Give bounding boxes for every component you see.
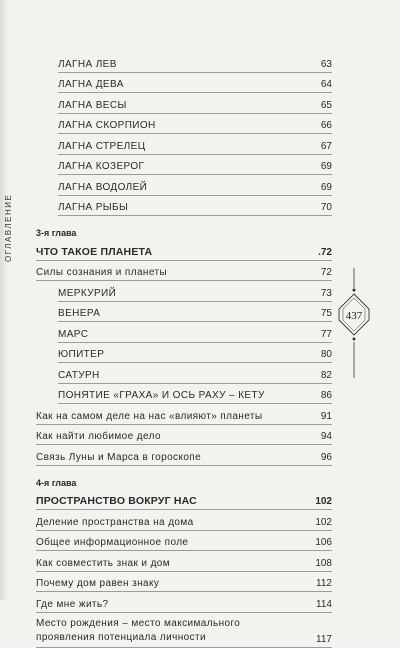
toc-entry[interactable] — [58, 73, 332, 94]
toc-entry[interactable] — [36, 510, 332, 531]
toc-entry[interactable] — [36, 531, 332, 552]
toc-entry[interactable] — [58, 93, 332, 114]
toc-entry[interactable] — [58, 175, 332, 196]
toc-entry-label: Связь Луны и Марса в гороскопе — [36, 451, 202, 463]
toc-entry[interactable] — [58, 343, 332, 364]
page-number: 437 — [345, 310, 363, 322]
toc-entry-label: ЛАГНА ВОДОЛЕЙ — [58, 181, 148, 193]
table-of-contents — [36, 52, 332, 648]
toc-entry-page: 80 — [320, 349, 332, 360]
toc-entry-label: Как совместить знак и дом — [36, 557, 171, 569]
toc-entry-label: САТУРН — [58, 369, 100, 381]
toc-entry-page: 117 — [316, 633, 332, 645]
toc-entry-page: 106 — [315, 537, 332, 548]
toc-entry-label: Почему дом равен знаку — [36, 578, 160, 589]
toc-entry-label: Деление пространства на дома — [36, 516, 194, 528]
toc-entry-label: ПРОСТРАНСТВО ВОКРУГ НАС — [36, 495, 197, 507]
toc-entry[interactable] — [36, 613, 332, 648]
toc-entry[interactable] — [58, 281, 332, 302]
toc-entry-label: Где мне жить? — [36, 598, 109, 610]
toc-entry-label: ЛАГНА СКОРПИОН — [58, 120, 156, 131]
chapter-heading: 3-я глава — [36, 228, 77, 238]
toc-entry-page: 69 — [320, 161, 332, 172]
toc-entry-page: 65 — [320, 99, 332, 111]
toc-entry-page: 96 — [320, 451, 332, 463]
toc-entry-label: Как найти любимое дело — [36, 431, 161, 442]
toc-entry[interactable] — [36, 240, 332, 261]
toc-entry[interactable] — [58, 302, 332, 323]
page-gutter-shadow — [0, 0, 8, 600]
toc-entry[interactable] — [58, 384, 332, 405]
toc-entry-label: МЕРКУРИЙ — [58, 287, 117, 299]
toc-entry-page: 69 — [320, 181, 332, 193]
toc-entry-label: ПОНЯТИЕ «ГРАХА» И ОСЬ РАХУ – КЕТУ — [58, 390, 265, 401]
toc-entry-page: 91 — [320, 410, 332, 422]
toc-entry[interactable] — [58, 52, 332, 73]
toc-entry-page: 63 — [320, 58, 332, 70]
toc-entry-page: 112 — [316, 578, 332, 589]
page-number-ornament-icon — [336, 268, 372, 378]
toc-entry-label: Силы сознания и планеты — [36, 267, 168, 278]
toc-entry[interactable] — [36, 404, 332, 425]
toc-entry-page: 114 — [316, 598, 332, 610]
toc-entry-label: Место рождения – место максимального проявления потенциала личности — [36, 617, 241, 643]
toc-entry-page: 102 — [315, 516, 332, 528]
toc-entry-label: ЛАГНА ДЕВА — [58, 79, 124, 90]
toc-entry[interactable] — [36, 490, 332, 511]
toc-entry-page: 108 — [315, 557, 332, 569]
section-title-vertical: ОГЛАВЛЕНИЕ — [4, 193, 13, 263]
toc-entry-label: ЧТО ТАКОЕ ПЛАНЕТА — [36, 245, 153, 258]
toc-entry-page: 82 — [320, 369, 332, 381]
toc-entry[interactable] — [36, 425, 332, 446]
toc-entry-page: 72 — [320, 267, 332, 278]
toc-entry-page: 73 — [320, 287, 332, 299]
toc-entry[interactable] — [58, 155, 332, 176]
toc-entry-label: Как на самом деле на нас «влияют» планеты — [36, 410, 263, 422]
toc-entry-page: 75 — [320, 308, 332, 319]
toc-entry[interactable] — [58, 134, 332, 155]
toc-entry[interactable] — [36, 592, 332, 613]
toc-entry[interactable] — [58, 114, 332, 135]
toc-entry-label: МАРС — [58, 328, 89, 340]
toc-entry-page: 67 — [320, 140, 332, 152]
toc-entry[interactable] — [58, 196, 332, 217]
toc-entry[interactable] — [36, 572, 332, 593]
toc-entry-page: 70 — [320, 202, 332, 213]
toc-entry-page: 94 — [320, 431, 332, 442]
chapter-heading: 4-я глава — [36, 477, 77, 488]
toc-entry[interactable] — [36, 261, 332, 282]
toc-entry-page: .72 — [318, 246, 332, 258]
toc-entry[interactable] — [58, 363, 332, 384]
toc-entry[interactable] — [58, 322, 332, 343]
toc-entry-page: 77 — [320, 328, 332, 340]
toc-entry-label: ЛАГНА ЛЕВ — [58, 58, 117, 70]
toc-entry-page: 64 — [320, 79, 332, 90]
toc-entry-page: 102 — [315, 496, 332, 507]
toc-entry-label: ЛАГНА ВЕСЫ — [58, 99, 127, 111]
toc-entry-label: Общее информационное поле — [36, 537, 189, 548]
toc-entry-label: ЛАГНА КОЗЕРОГ — [58, 161, 145, 172]
toc-entry[interactable] — [36, 551, 332, 572]
toc-entry-page: 66 — [320, 120, 332, 131]
toc-entry-label: ЮПИТЕР — [58, 349, 105, 360]
toc-entry[interactable] — [36, 445, 332, 466]
toc-entry-label: ЛАГНА СТРЕЛЕЦ — [58, 140, 146, 152]
toc-entry-label: ВЕНЕРА — [58, 308, 101, 319]
toc-entry-label: ЛАГНА РЫБЫ — [58, 202, 129, 213]
toc-entry-page: 86 — [320, 390, 332, 401]
